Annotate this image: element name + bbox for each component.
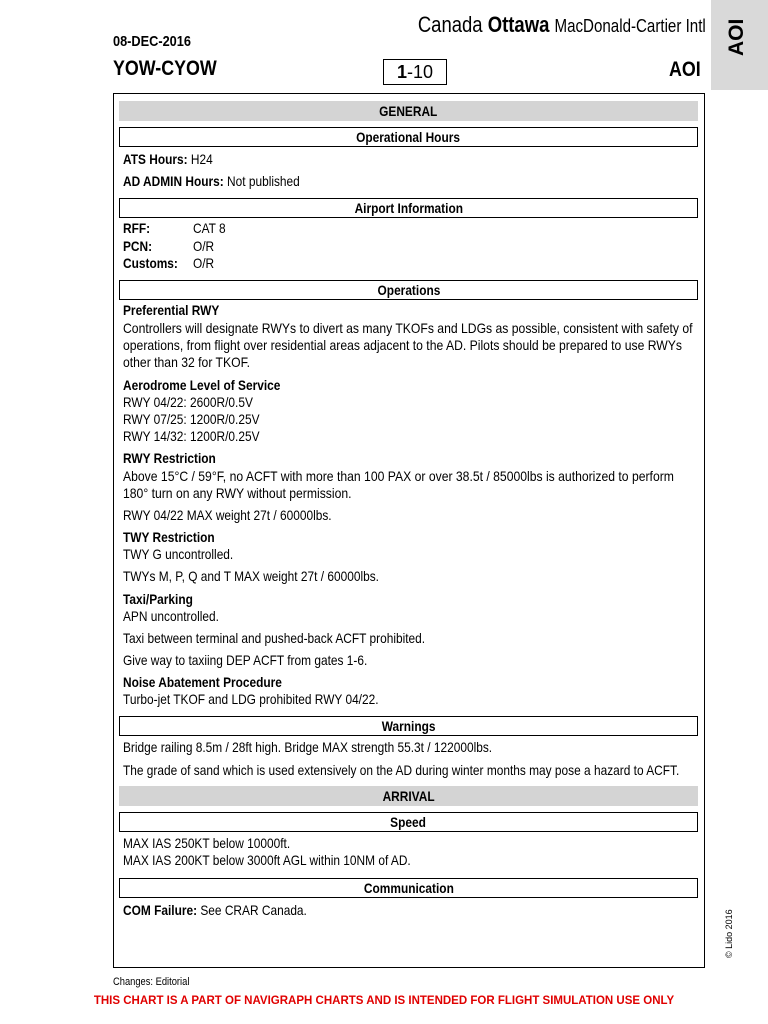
operations-header (119, 280, 698, 300)
airport-code (113, 57, 235, 81)
warnings-text-2 (123, 762, 768, 779)
arrival-section-header (119, 786, 698, 806)
ad-admin-hours-label: AD ADMIN Hours: (123, 173, 224, 189)
ats-hours-value: H24 (190, 151, 213, 167)
airport-title (418, 12, 706, 38)
page-number-box (383, 59, 447, 85)
airport-information-title: Airport Information (354, 200, 463, 216)
chart-date (113, 33, 205, 50)
speed-line-1 (123, 835, 320, 852)
taxi-parking-text-3 (123, 652, 410, 669)
customs-value: O/R (193, 255, 215, 271)
noise-abatement-text-content: Turbo-jet TKOF and LDG prohibited RWY 04/22. (123, 691, 379, 707)
preferential-rwy-heading (123, 302, 236, 319)
rff-value-row (193, 220, 231, 236)
level-of-service-line-3-text: RWY 14/32: 1200R/0.25V (123, 428, 260, 444)
ats-hours-label: ATS Hours: (123, 151, 188, 167)
city-name: Ottawa (487, 12, 550, 37)
rff-value: CAT 8 (193, 220, 226, 236)
operational-hours-header (119, 127, 698, 147)
speed-title: Speed (390, 814, 427, 830)
pcn-value: O/R (193, 238, 215, 254)
com-failure-value: See CRAR Canada. (200, 902, 307, 918)
warnings-title: Warnings (381, 718, 436, 734)
general-section-header (119, 101, 698, 121)
rff-label: RFF: (123, 220, 151, 236)
warnings-text-1 (123, 739, 557, 756)
rwy-restriction-text-2 (123, 507, 368, 524)
taxi-parking-heading (123, 591, 205, 608)
chart-date-text: 08-DEC-2016 (113, 33, 191, 50)
level-of-service-line-1-text: RWY 04/22: 2600R/0.5V (123, 394, 253, 410)
pcn-label-row (123, 238, 157, 255)
airport-code-text: YOW-CYOW (113, 57, 217, 80)
page-number-prefix: 1 (396, 62, 407, 82)
simulation-disclaimer: THIS CHART IS A PART OF NAVIGRAPH CHARTS AND IS INTENDED FOR FLIGHT SIMULATION USE ONLY (93, 995, 675, 1007)
copyright-notice: © Lido 2016 (724, 909, 734, 958)
twy-restriction-text-2-content: TWYs M, P, Q and T MAX weight 27t / 60000lbs. (123, 568, 379, 584)
level-of-service-line-2 (123, 411, 284, 428)
warnings-text-2-content: The grade of sand which is used extensively on the AD during winter months may pose a hazard to ACFT. (123, 762, 680, 778)
preferential-rwy-heading-text: Preferential RWY (123, 302, 220, 318)
taxi-parking-text-3-content: Give way to taxiing DEP ACFT from gates 1-6. (123, 652, 368, 668)
chart-type-text: AOI (669, 58, 701, 81)
customs-label-row (123, 255, 188, 272)
rff-label-row (123, 220, 155, 237)
rwy-restriction-heading-text: RWY Restriction (123, 450, 216, 466)
changes-note-text: Changes: Editorial (113, 976, 190, 988)
ad-admin-hours-value: Not published (227, 173, 300, 189)
operational-hours-title: Operational Hours (356, 129, 461, 145)
taxi-parking-text-2 (123, 630, 478, 647)
com-failure-row (123, 902, 339, 919)
level-of-service-line-3 (123, 428, 284, 445)
side-tab-label: AOI (725, 18, 748, 56)
twy-restriction-text-2 (123, 568, 424, 585)
operations-title: Operations (377, 282, 440, 298)
general-section-title: GENERAL (379, 103, 438, 119)
speed-line-1-text: MAX IAS 250KT below 10000ft. (123, 835, 291, 851)
warnings-text-1-content: Bridge railing 8.5m / 28ft high. Bridge MAX strength 55.3t / 122000lbs. (123, 739, 493, 755)
speed-header (119, 812, 698, 832)
twy-restriction-text-1-content: TWY G uncontrolled. (123, 546, 234, 562)
communication-title: Communication (363, 880, 454, 896)
preferential-rwy-text: Controllers will designate RWYs to divert as many TKOFs and LDGs as possible, consistent with safety of operations, from flight over residential areas adjacent to the AD. Pilots should be prepared to use RWYs other than 32 for TKOF. (123, 320, 693, 370)
communication-header (119, 878, 698, 898)
com-failure-label: COM Failure: (123, 902, 198, 918)
level-of-service-line-1 (123, 394, 276, 411)
noise-abatement-heading (123, 674, 310, 691)
level-of-service-heading (123, 377, 308, 394)
airport-name: MacDonald-Cartier Intl (554, 16, 706, 36)
speed-line-2 (123, 852, 462, 869)
twy-restriction-heading (123, 529, 231, 546)
pcn-value-row (193, 238, 218, 254)
rwy-restriction-heading (123, 450, 232, 467)
changes-note (113, 976, 203, 988)
airport-information-header (119, 198, 698, 218)
taxi-parking-text-1-content: APN uncontrolled. (123, 608, 219, 624)
country-name: Canada (418, 12, 483, 37)
customs-label: Customs: (123, 255, 178, 271)
pcn-label: PCN: (123, 238, 153, 254)
arrival-section-title: ARRIVAL (382, 788, 435, 804)
noise-abatement-heading-text: Noise Abatement Procedure (123, 674, 282, 690)
taxi-parking-text-2-content: Taxi between terminal and pushed-back ACFT prohibited. (123, 630, 426, 646)
taxi-parking-heading-text: Taxi/Parking (123, 591, 193, 607)
rwy-restriction-text-1: Above 15°C / 59°F, no ACFT with more than 100 PAX or over 38.5t / 85000lbs is authorized to perform 180° turn on any RWY without permission. (123, 468, 674, 501)
ats-hours-row (123, 151, 229, 168)
twy-restriction-text-1 (123, 546, 253, 563)
noise-abatement-text (123, 691, 424, 708)
taxi-parking-text-1 (123, 608, 236, 625)
level-of-service-heading-text: Aerodrome Level of Service (123, 377, 281, 393)
customs-value-row (193, 255, 218, 271)
side-tab (711, 0, 768, 90)
rwy-restriction-text-2-content: RWY 04/22 MAX weight 27t / 60000lbs. (123, 507, 332, 523)
twy-restriction-heading-text: TWY Restriction (123, 529, 215, 545)
level-of-service-line-2-text: RWY 07/25: 1200R/0.25V (123, 411, 260, 427)
page-number-suffix: -10 (407, 62, 434, 82)
chart-type-label (669, 58, 706, 82)
warnings-header (119, 716, 698, 736)
speed-line-2-text: MAX IAS 200KT below 3000ft AGL within 10NM of AD. (123, 852, 411, 868)
ad-admin-hours-row (123, 173, 331, 190)
